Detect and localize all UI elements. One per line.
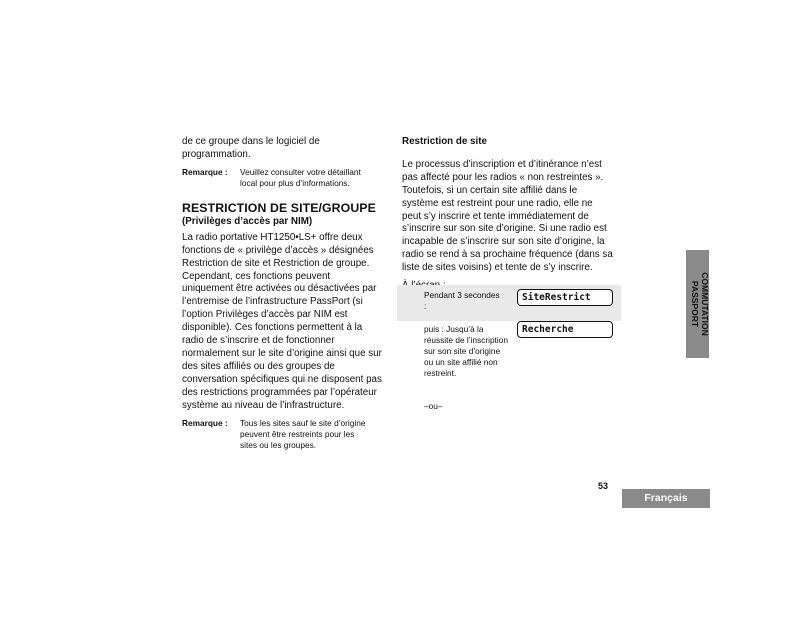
left-column [182, 136, 382, 451]
subsection-heading: Restriction de site [402, 136, 487, 147]
side-tab-line-2: PASSPORT [690, 280, 701, 328]
section-body: La radio portative HT1250•LS+ offre deux fonctions de « privilège d’accès » désignées Restriction de site et Restriction de groupe. Cependant, ces fonctions peuvent uniquement être activées ou désactivées par l’entremise de l’infrastructure PassPort (si l’option Privilèges d’accès par NIM est disponible). Ces fonctions permettent à la radio de s’inscrire et de fonctionner normalement sur le site d’origine ainsi que sur des sites affiliés ou des groupes de conversation spécifiques qui ne disposent pas des restrictions programmées par l’opérateur système au niveau de l’infrastructure. [182, 231, 382, 411]
note-2 [182, 418, 382, 451]
language-tab: Français [622, 489, 710, 508]
note-2-label: Remarque : [182, 417, 228, 428]
note-1-text: Veuillez consulter votre détaillant local pour plus d’informations. [240, 166, 361, 188]
side-tab-line-1: COMMUTATION [700, 272, 710, 336]
lcd-recherche: Recherche [517, 321, 613, 338]
subsection-body: Le processus d’inscription et d’itinérance n’est pas affecté pour les radios « non restreintes ». Toutefois, si un certain site affilié dans le système est restreint pour une radio, elle ne peut s’y inscrire et tente immédiatement de s’inscrire sur son site d’origine. Si une radio est incapable de s’inscrire sur son site d’origine, la radio se rend à sa prochaine fréquence (dans sa liste de sites voisins) et tente de s’y inscrire. [402, 158, 613, 274]
row-1-caption: Pendant 3 secondes : [424, 290, 500, 311]
or-separator: –ou– [424, 401, 443, 411]
intro-text: de ce groupe dans le logiciel de programmation. [182, 136, 320, 160]
right-column [402, 136, 614, 293]
section-title: RESTRICTION DE SITE/GROUPE [182, 200, 376, 215]
note-1 [182, 167, 382, 189]
page-number: 53 [598, 481, 609, 491]
side-tab [686, 250, 709, 358]
lcd-site-restrict: SiteRestrict [517, 289, 613, 306]
note-1-label: Remarque : [182, 166, 228, 177]
row-2-caption: puis : Jusqu’à la réussite de l’inscription sur son site d’origine ou un site affilié non restreint. [424, 324, 508, 378]
section-subtitle: (Privilèges d’accès par NIM) [182, 215, 313, 227]
note-2-text: Tous les sites sauf le site d’origine peuvent être restreints pour les sites ou les groupes. [240, 417, 366, 450]
side-tab-label [686, 250, 709, 358]
